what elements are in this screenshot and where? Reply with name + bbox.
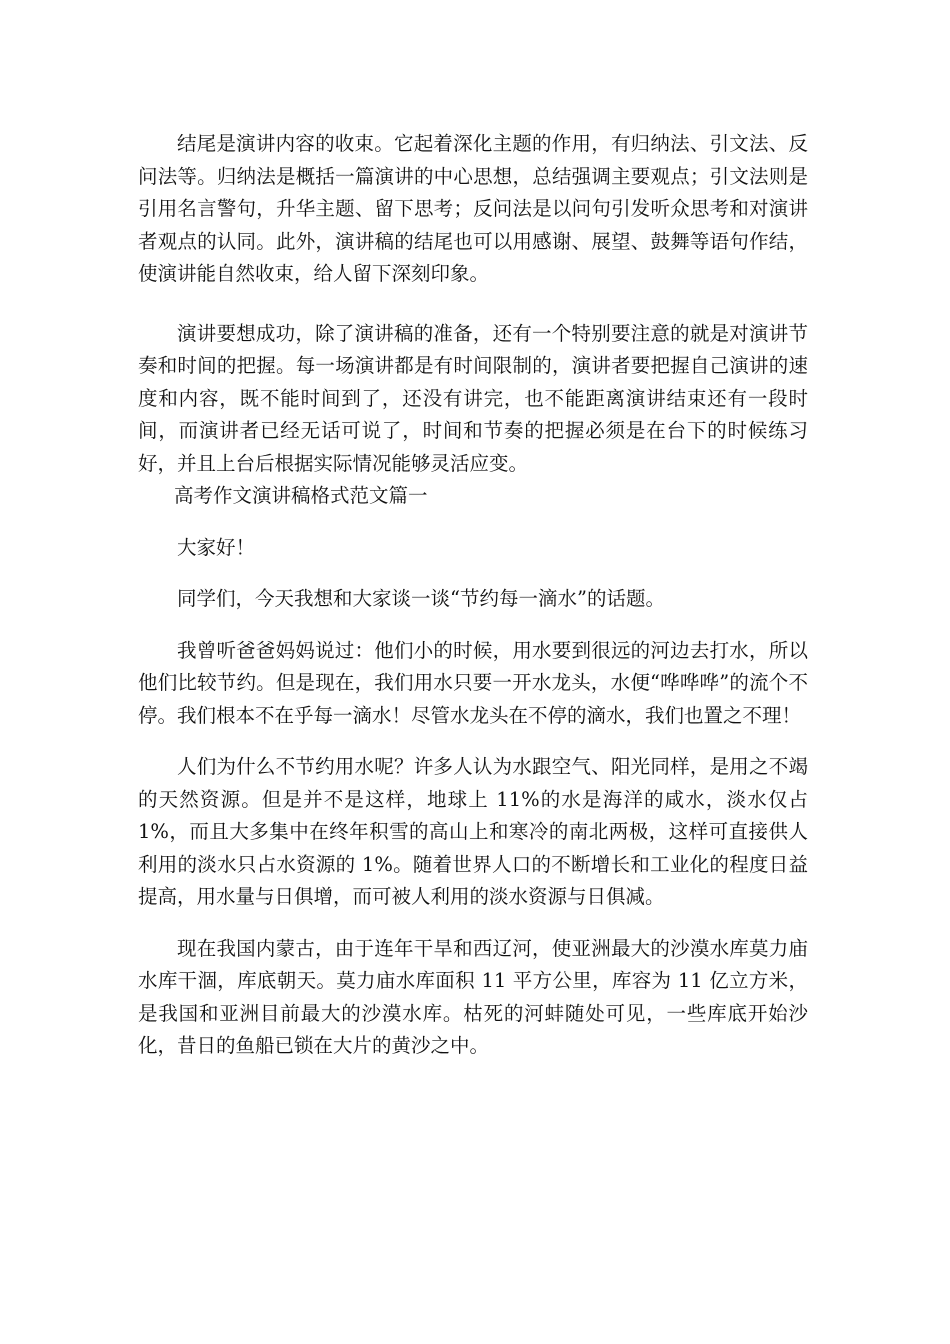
speech-greeting: 大家好！ <box>177 535 256 559</box>
document-page <box>138 128 808 1063</box>
speech-paragraph-2: 人们为什么不节约用水呢？许多人认为水跟空气、阳光同样，是用之不竭的天然资源。但是并不是这样，地球上 11%的水是海洋的咸水，淡水仅占 1%，而且大多集中在终年积雪的高山上和寒冷的南北两极，这样可直接供人利用的淡水只占水资源的 1%。随着世界人口的不断增长和工业化的程度日益提高，用水量与日俱增，而可被人利用的淡水资源与日俱减。 <box>138 755 808 908</box>
paragraph-ending: 结尾是演讲内容的收束。它起着深化主题的作用，有归纳法、引文法、反问法等。归纳法是概括一篇演讲的中心思想，总结强调主要观点；引文法则是引用名言警句，升华主题、留下思考；反问法是以问句引发听众思考和对演讲者观点的认同。此外，演讲稿的结尾也可以用感谢、展望、鼓舞等语句作结，使演讲能自然收束，给人留下深刻印象。 <box>138 132 808 285</box>
speech-paragraph-1: 我曾听爸爸妈妈说过：他们小的时候，用水要到很远的河边去打水，所以他们比较节约。但是现在，我们用水只要一开水龙头，水便“哗哗哗”的流个不停。我们根本不在乎每一滴水！尽管水龙头在不停的滴水，我们也置之不理！ <box>138 638 808 727</box>
paragraph-rhythm: 演讲要想成功，除了演讲稿的准备，还有一个特别要注意的就是对演讲节奏和时间的把握。每一场演讲都是有时间限制的，演讲者要把握自己演讲的速度和内容，既不能时间到了，还没有讲完，也不能距离演讲结束还有一段时间，而演讲者已经无话可说了，时间和节奏的把握必须是在台下的时候练习好，并且上台后根据实际情况能够灵活应变。 <box>138 321 808 475</box>
speech-intro: 同学们，今天我想和大家谈一谈“节约每一滴水”的话题。 <box>177 587 665 610</box>
section-title: 高考作文演讲稿格式范文篇一 <box>174 484 428 507</box>
speech-paragraph-3: 现在我国内蒙古，由于连年干旱和西辽河，使亚洲最大的沙漠水库莫力庙水库干涸，库底朝天。莫力庙水库面积 11 平方公里，库容为 11 亿立方米，是我国和亚洲目前最大的沙漠水库。枯死的河蚌随处可见，一些库底开始沙化，昔日的鱼船已锁在大片的黄沙之中。 <box>138 936 808 1057</box>
